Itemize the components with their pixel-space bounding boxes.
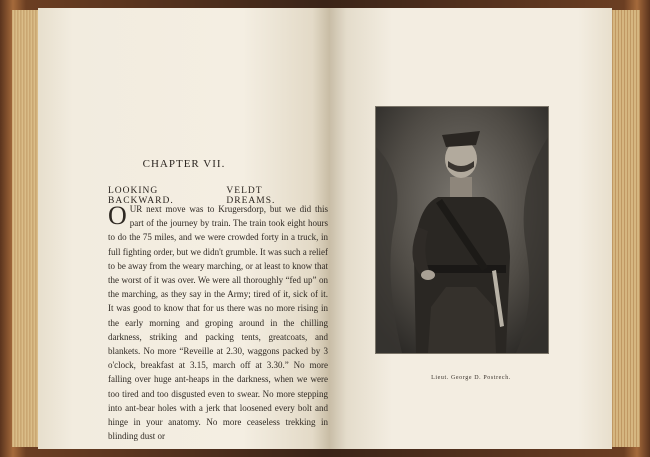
paragraph-text: UR next move was to Krugersdorp, but we did this part of the journey by train. The train took eight hours to do the 75 miles, and we were crowded forty in a truck, in full fighting order, but we didn't grumble. It was such a relief to be away from the weary marching, or at least to know that the worst of it was over. We were all thoroughly “fed up” on the marching, as they say in the Army; tired of it, sick of it. It was good to know that for us there was no more rising in the early morning and groping around in the chilling darkness, striking and packing tents, greatcoats, and blankets. No more “Reveille at 2.30, waggons packed by 3 o'clock, breakfast at 3.15, march off at 3.30.” No more falling over huge ant-heaps in the darkness, when we were too tired and too disgusted even to swear. No more stepping into ant-bear holes with a jerk that loosened every bolt and hinge in your anatomy. No more ceaseless trekking in blinding dust or bbox=[108, 204, 328, 442]
drop-cap: O bbox=[108, 201, 127, 230]
chapter-heading: CHAPTER VII. bbox=[142, 158, 226, 170]
body-paragraph bbox=[108, 202, 328, 443]
left-page bbox=[38, 8, 330, 449]
photo-caption: Lieut. George D. Postrech. bbox=[431, 375, 511, 381]
soldier-portrait bbox=[375, 106, 549, 354]
page-edges-left bbox=[12, 10, 38, 447]
subtitle-right: VELDT DREAMS. bbox=[226, 186, 276, 206]
page-edges-right bbox=[612, 10, 640, 447]
right-page bbox=[330, 8, 612, 449]
portrait-image bbox=[376, 107, 548, 353]
subtitle-left: LOOKING BACKWARD. bbox=[108, 186, 174, 206]
